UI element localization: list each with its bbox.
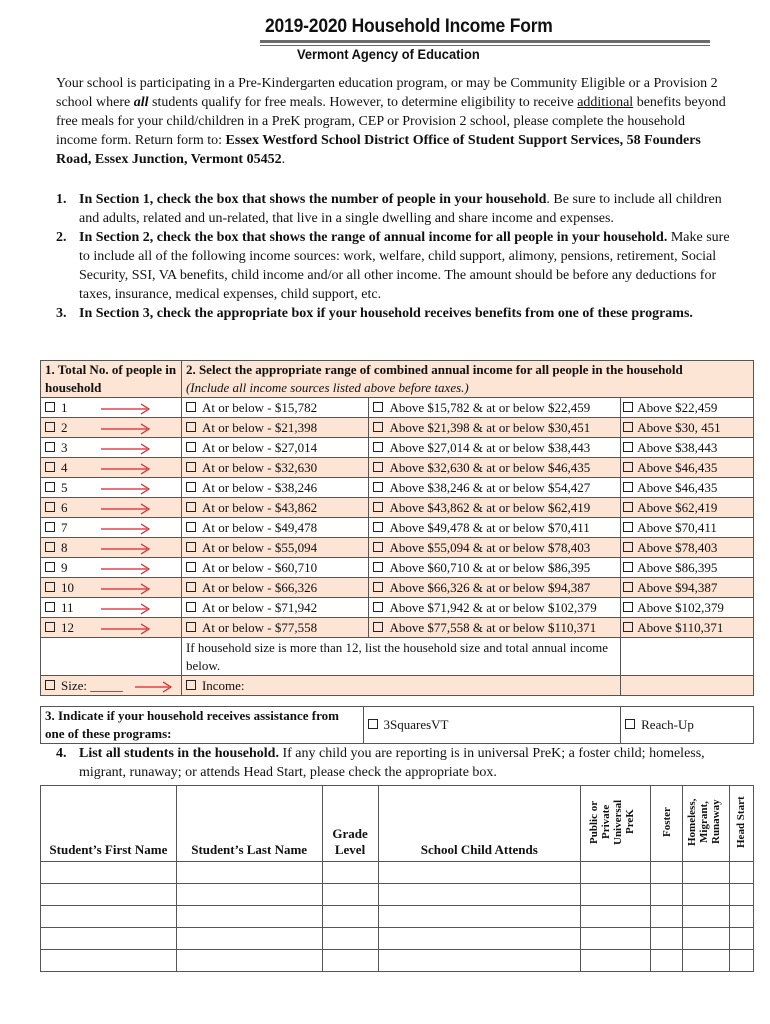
arrow-icon bbox=[101, 442, 151, 456]
income-checkbox[interactable] bbox=[623, 622, 633, 632]
income-range-low: At or below - $77,558 bbox=[201, 620, 318, 635]
income-option-high[interactable] bbox=[621, 478, 754, 498]
household-size-header: 1. Total No. of people in household bbox=[41, 361, 182, 398]
size-value: 4 bbox=[61, 460, 68, 475]
arrow-icon bbox=[101, 402, 151, 416]
income-checkbox[interactable] bbox=[373, 462, 383, 472]
arrow-icon bbox=[101, 582, 151, 596]
homeless-header: Homeless, Migrant, Runaway bbox=[685, 798, 722, 846]
size-value: 7 bbox=[61, 520, 68, 535]
intro-emphasis-all: all bbox=[133, 95, 149, 110]
income-range-high: Above $70,411 bbox=[637, 520, 717, 535]
arrow-icon bbox=[101, 602, 151, 616]
household-size-option[interactable] bbox=[41, 598, 182, 618]
income-option-mid[interactable] bbox=[369, 538, 621, 558]
arrow-icon bbox=[101, 542, 151, 556]
income-row bbox=[41, 558, 754, 578]
student-cell[interactable] bbox=[682, 862, 729, 884]
income-option-mid[interactable] bbox=[369, 438, 621, 458]
student-cell[interactable] bbox=[651, 862, 683, 884]
income-option-mid[interactable] bbox=[369, 418, 621, 438]
size-value: 10 bbox=[61, 580, 74, 595]
household-size-option[interactable] bbox=[41, 618, 182, 638]
income-checkbox[interactable] bbox=[373, 422, 383, 432]
income-option-high[interactable] bbox=[621, 538, 754, 558]
3squaresvt-label: 3SquaresVT bbox=[383, 717, 449, 732]
income-range-high: Above $62,419 bbox=[637, 500, 718, 515]
size-label: Size: _____ bbox=[61, 678, 123, 693]
income-row bbox=[41, 618, 754, 638]
income-checkbox[interactable] bbox=[623, 522, 633, 532]
foster-header: Foster bbox=[660, 807, 673, 837]
student-cell[interactable] bbox=[176, 928, 322, 950]
income-checkbox[interactable] bbox=[623, 562, 633, 572]
instruction-number: 4. bbox=[56, 746, 67, 761]
size-field[interactable] bbox=[41, 676, 182, 696]
assistance-section bbox=[40, 706, 754, 744]
over-12-row bbox=[41, 638, 754, 676]
section-4-instruction bbox=[56, 744, 736, 782]
income-checkbox[interactable] bbox=[623, 462, 633, 472]
student-row bbox=[41, 950, 754, 972]
income-range-low: At or below - $15,782 bbox=[201, 400, 318, 415]
household-size-option[interactable] bbox=[41, 558, 182, 578]
income-range-high: Above $46,435 bbox=[637, 480, 718, 495]
income-checkbox[interactable] bbox=[373, 562, 383, 572]
income-checkbox[interactable] bbox=[186, 442, 196, 452]
income-range-mid: Above $43,862 & at or below $62,419 bbox=[389, 500, 591, 515]
income-checkbox[interactable] bbox=[373, 502, 383, 512]
income-row bbox=[41, 478, 754, 498]
instruction-item-2 bbox=[56, 228, 736, 304]
student-cell[interactable] bbox=[41, 950, 177, 972]
income-range-high: Above $110,371 bbox=[637, 620, 724, 635]
income-checkbox[interactable] bbox=[623, 582, 633, 592]
income-option-low[interactable] bbox=[181, 398, 369, 418]
income-table bbox=[40, 360, 754, 696]
income-option-high[interactable] bbox=[621, 618, 754, 638]
income-option-mid[interactable] bbox=[369, 518, 621, 538]
income-checkbox[interactable] bbox=[186, 542, 196, 552]
income-checkbox[interactable] bbox=[623, 482, 633, 492]
assistance-label: 3. Indicate if your household receives assistance from one of these programs: bbox=[41, 707, 364, 744]
size-checkbox[interactable] bbox=[45, 502, 55, 512]
income-range-high: Above $86,395 bbox=[637, 560, 718, 575]
section-4-bold: List all students in the household. bbox=[79, 746, 279, 761]
income-option-high[interactable] bbox=[621, 418, 754, 438]
over-12-note: If household size is more than 12, list the household size and total annual income below. bbox=[181, 638, 620, 676]
income-option-low[interactable] bbox=[181, 458, 369, 478]
head-start-header: Head Start bbox=[735, 796, 748, 848]
intro-text-1: Your school is participating in a Pre-Kindergarten education program, or may be Community Eligible or a Provision 2 school where bbox=[56, 76, 718, 110]
student-cell[interactable] bbox=[729, 884, 753, 906]
income-option-low[interactable] bbox=[181, 598, 369, 618]
income-range-mid: Above $55,094 & at or below $78,403 bbox=[389, 540, 591, 555]
instruction-text: Make sure to include all of the following income sources: work, welfare, child support, alimony, pensions, retirement, Social Security, SSI, VA benefits, child income and/or all other income. The amount should be before any deductions for taxes, insurance, medical expenses, child support, etc. bbox=[79, 230, 730, 302]
income-range-mid: Above $71,942 & at or below $102,379 bbox=[389, 600, 597, 615]
income-checkbox[interactable] bbox=[186, 622, 196, 632]
income-checkbox[interactable] bbox=[373, 542, 383, 552]
first-name-header: Student’s First Name bbox=[41, 786, 177, 862]
size-checkbox[interactable] bbox=[45, 482, 55, 492]
income-range-high: Above $46,435 bbox=[637, 460, 718, 475]
income-checkbox[interactable] bbox=[186, 422, 196, 432]
over-12-entry-row bbox=[41, 676, 754, 696]
income-range-mid: Above $38,246 & at or below $54,427 bbox=[389, 480, 591, 495]
income-option-low[interactable] bbox=[181, 558, 369, 578]
student-cell[interactable] bbox=[378, 884, 581, 906]
size-value: 11 bbox=[61, 600, 74, 615]
intro-paragraph bbox=[56, 74, 726, 169]
income-option-high[interactable] bbox=[621, 598, 754, 618]
arrow-icon bbox=[101, 422, 151, 436]
income-range-mid: Above $77,558 & at or below $110,371 bbox=[389, 620, 597, 635]
income-range-subtitle: (Include all income sources listed above before taxes.) bbox=[185, 380, 469, 395]
income-range-high: Above $94,387 bbox=[637, 580, 718, 595]
income-checkbox[interactable] bbox=[186, 562, 196, 572]
income-option-high[interactable] bbox=[621, 518, 754, 538]
income-row bbox=[41, 438, 754, 458]
student-cell[interactable] bbox=[651, 928, 683, 950]
household-size-option[interactable] bbox=[41, 538, 182, 558]
income-range-low: At or below - $49,478 bbox=[201, 520, 318, 535]
size-checkbox[interactable] bbox=[45, 462, 55, 472]
student-cell[interactable] bbox=[378, 950, 581, 972]
household-size-option[interactable] bbox=[41, 518, 182, 538]
student-cell[interactable] bbox=[682, 950, 729, 972]
income-checkbox[interactable] bbox=[373, 622, 383, 632]
income-range-title: 2. Select the appropriate range of combined annual income for all people in the household bbox=[185, 362, 683, 377]
income-row bbox=[41, 578, 754, 598]
income-checkbox[interactable] bbox=[373, 582, 383, 592]
income-range-low: At or below - $32,630 bbox=[201, 460, 318, 475]
income-option-low[interactable] bbox=[181, 538, 369, 558]
student-cell[interactable] bbox=[41, 884, 177, 906]
income-option-high[interactable] bbox=[621, 458, 754, 478]
household-size-option[interactable] bbox=[41, 578, 182, 598]
student-cell[interactable] bbox=[41, 928, 177, 950]
student-cell[interactable] bbox=[322, 928, 378, 950]
income-checkbox[interactable] bbox=[186, 482, 196, 492]
income-option-mid[interactable] bbox=[369, 498, 621, 518]
income-option-mid[interactable] bbox=[369, 558, 621, 578]
student-cell[interactable] bbox=[729, 950, 753, 972]
instruction-item-3 bbox=[56, 304, 736, 323]
size-checkbox[interactable] bbox=[45, 542, 55, 552]
instruction-number: 3. bbox=[56, 306, 67, 321]
student-cell[interactable] bbox=[322, 884, 378, 906]
size-checkbox[interactable] bbox=[45, 562, 55, 572]
student-cell[interactable] bbox=[682, 906, 729, 928]
income-range-mid: Above $15,782 & at or below $22,459 bbox=[389, 400, 591, 415]
income-option-high[interactable] bbox=[621, 558, 754, 578]
size-checkbox[interactable] bbox=[45, 622, 55, 632]
size-value: 12 bbox=[61, 620, 74, 635]
student-cell[interactable] bbox=[41, 906, 177, 928]
income-table-header bbox=[41, 361, 754, 398]
size-checkbox[interactable] bbox=[45, 522, 55, 532]
student-cell[interactable] bbox=[651, 906, 683, 928]
student-cell[interactable] bbox=[176, 862, 322, 884]
income-checkbox[interactable] bbox=[186, 602, 196, 612]
instruction-bold: In Section 3, check the appropriate box if your household receives benefits from one of these programs. bbox=[79, 306, 693, 321]
student-cell[interactable] bbox=[581, 906, 651, 928]
student-cell[interactable] bbox=[378, 906, 581, 928]
household-size-option[interactable] bbox=[41, 398, 182, 418]
income-range-low: At or below - $27,014 bbox=[201, 440, 318, 455]
option-reach-up[interactable] bbox=[621, 707, 754, 744]
3squaresvt-checkbox[interactable] bbox=[368, 719, 378, 729]
income-checkbox[interactable] bbox=[623, 542, 633, 552]
household-size-option[interactable] bbox=[41, 478, 182, 498]
household-size-option[interactable] bbox=[41, 458, 182, 478]
instruction-text: . Be sure to include all children and adults, related and un-related, that live in a single dwelling and share income and expenses. bbox=[79, 192, 722, 226]
income-checkbox[interactable] bbox=[186, 582, 196, 592]
instruction-list bbox=[56, 190, 736, 323]
student-cell[interactable] bbox=[729, 906, 753, 928]
student-row bbox=[41, 862, 754, 884]
student-cell[interactable] bbox=[322, 862, 378, 884]
size-value: 3 bbox=[61, 440, 68, 455]
income-checkbox[interactable] bbox=[373, 522, 383, 532]
instruction-item-1 bbox=[56, 190, 736, 228]
size-checkbox[interactable] bbox=[45, 402, 55, 412]
income-option-mid[interactable] bbox=[369, 458, 621, 478]
income-range-high: Above $30, 451 bbox=[637, 420, 721, 435]
student-cell[interactable] bbox=[322, 950, 378, 972]
income-range-high: Above $22,459 bbox=[637, 400, 718, 415]
arrow-icon bbox=[101, 462, 151, 476]
income-option-low[interactable] bbox=[181, 498, 369, 518]
size-checkbox[interactable] bbox=[45, 680, 55, 690]
students-table-header bbox=[41, 786, 754, 862]
student-row bbox=[41, 928, 754, 950]
instruction-bold: In Section 2, check the box that shows the range of annual income for all people in your household. bbox=[79, 230, 668, 245]
arrow-icon bbox=[101, 562, 151, 576]
income-checkbox[interactable] bbox=[186, 402, 196, 412]
income-range-mid: Above $27,014 & at or below $38,443 bbox=[389, 440, 591, 455]
student-cell[interactable] bbox=[682, 884, 729, 906]
student-cell[interactable] bbox=[651, 950, 683, 972]
income-range-header bbox=[181, 361, 753, 398]
student-cell[interactable] bbox=[378, 928, 581, 950]
grade-level-header: Grade Level bbox=[322, 786, 378, 862]
income-range-high: Above $38,443 bbox=[637, 440, 718, 455]
income-row bbox=[41, 418, 754, 438]
income-range-mid: Above $32,630 & at or below $46,435 bbox=[389, 460, 591, 475]
income-option-low[interactable] bbox=[181, 518, 369, 538]
prek-header: Public or Private Universal PreK bbox=[587, 799, 636, 845]
student-cell[interactable] bbox=[176, 884, 322, 906]
last-name-header: Student’s Last Name bbox=[176, 786, 322, 862]
student-cell[interactable] bbox=[581, 950, 651, 972]
reach-up-label: Reach-Up bbox=[641, 717, 694, 732]
income-row bbox=[41, 458, 754, 478]
size-value: 6 bbox=[61, 500, 68, 515]
household-size-option[interactable] bbox=[41, 438, 182, 458]
student-cell[interactable] bbox=[682, 928, 729, 950]
income-range-low: At or below - $71,942 bbox=[201, 600, 318, 615]
income-label: Income: bbox=[201, 678, 245, 693]
income-range-low: At or below - $60,710 bbox=[201, 560, 318, 575]
student-row bbox=[41, 906, 754, 928]
student-cell[interactable] bbox=[176, 906, 322, 928]
income-range-mid: Above $60,710 & at or below $86,395 bbox=[389, 560, 591, 575]
income-checkbox[interactable] bbox=[186, 502, 196, 512]
income-option-high[interactable] bbox=[621, 438, 754, 458]
income-option-mid[interactable] bbox=[369, 618, 621, 638]
income-checkbox[interactable] bbox=[373, 442, 383, 452]
size-checkbox[interactable] bbox=[45, 442, 55, 452]
income-range-low: At or below - $43,862 bbox=[201, 500, 318, 515]
income-option-low[interactable] bbox=[181, 578, 369, 598]
income-row bbox=[41, 398, 754, 418]
student-cell[interactable] bbox=[651, 884, 683, 906]
intro-text-end: . bbox=[281, 152, 286, 167]
arrow-icon bbox=[101, 522, 151, 536]
income-checkbox[interactable] bbox=[623, 442, 633, 452]
arrow-icon bbox=[101, 622, 151, 636]
size-value: 2 bbox=[61, 420, 68, 435]
student-row bbox=[41, 884, 754, 906]
income-row bbox=[41, 598, 754, 618]
instruction-bold: In Section 1, check the box that shows the number of people in your household bbox=[79, 192, 547, 207]
income-checkbox[interactable] bbox=[623, 602, 633, 612]
income-checkbox[interactable] bbox=[623, 502, 633, 512]
income-checkbox[interactable] bbox=[373, 602, 383, 612]
size-checkbox[interactable] bbox=[45, 582, 55, 592]
size-value: 8 bbox=[61, 540, 68, 555]
income-option-mid[interactable] bbox=[369, 398, 621, 418]
income-checkbox[interactable] bbox=[186, 522, 196, 532]
household-size-option[interactable] bbox=[41, 498, 182, 518]
income-option-low[interactable] bbox=[181, 618, 369, 638]
income-checkbox[interactable] bbox=[623, 422, 633, 432]
income-checkbox[interactable] bbox=[373, 402, 383, 412]
size-value: 1 bbox=[61, 400, 68, 415]
intro-text-3: benefits beyond free meals for your child/children in a PreK program, CEP or Provision 2 school, please complete the household income form. Return form to: bbox=[56, 95, 726, 148]
instruction-number: 2. bbox=[56, 230, 67, 245]
income-range-low: At or below - $55,094 bbox=[201, 540, 318, 555]
option-3squaresvt[interactable] bbox=[363, 707, 621, 744]
income-range-mid: Above $21,398 & at or below $30,451 bbox=[389, 420, 591, 435]
agency-name: Vermont Agency of Education bbox=[297, 46, 480, 62]
intro-emphasis-additional: additional bbox=[577, 95, 634, 110]
intro-text-2: students qualify for free meals. However, to determine eligibility to receive bbox=[148, 95, 578, 110]
size-value: 9 bbox=[61, 560, 68, 575]
size-checkbox[interactable] bbox=[45, 422, 55, 432]
income-range-low: At or below - $38,246 bbox=[201, 480, 318, 495]
income-checkbox[interactable] bbox=[373, 482, 383, 492]
student-cell[interactable] bbox=[41, 862, 177, 884]
household-size-option[interactable] bbox=[41, 418, 182, 438]
size-value: 5 bbox=[61, 480, 68, 495]
student-cell[interactable] bbox=[729, 928, 753, 950]
income-range-mid: Above $49,478 & at or below $70,411 bbox=[389, 520, 590, 535]
income-option-high[interactable] bbox=[621, 578, 754, 598]
arrow-icon bbox=[101, 482, 151, 496]
student-cell[interactable] bbox=[378, 862, 581, 884]
arrow-icon bbox=[101, 502, 151, 516]
income-range-high: Above $102,379 bbox=[637, 600, 724, 615]
income-checkbox[interactable] bbox=[623, 402, 633, 412]
income-option-low[interactable] bbox=[181, 478, 369, 498]
income-option-low[interactable] bbox=[181, 438, 369, 458]
income-field[interactable] bbox=[181, 676, 620, 696]
arrow-icon bbox=[135, 680, 173, 694]
school-header: School Child Attends bbox=[378, 786, 581, 862]
student-cell[interactable] bbox=[581, 862, 651, 884]
income-checkbox[interactable] bbox=[186, 462, 196, 472]
income-range-mid: Above $66,326 & at or below $94,387 bbox=[389, 580, 591, 595]
income-option-low[interactable] bbox=[181, 418, 369, 438]
income-checkbox[interactable] bbox=[186, 680, 196, 690]
income-range-low: At or below - $21,398 bbox=[201, 420, 318, 435]
income-option-high[interactable] bbox=[621, 498, 754, 518]
title-rule-thick bbox=[260, 40, 710, 43]
size-checkbox[interactable] bbox=[45, 602, 55, 612]
return-address: Essex Westford School District Office of Student Support Services, 58 Founders Road, Essex Junction, Vermont 05452 bbox=[56, 133, 701, 167]
student-cell[interactable] bbox=[729, 862, 753, 884]
income-row bbox=[41, 498, 754, 518]
instruction-number: 1. bbox=[56, 192, 67, 207]
income-range-high: Above $78,403 bbox=[637, 540, 718, 555]
student-cell[interactable] bbox=[581, 928, 651, 950]
reach-up-checkbox[interactable] bbox=[625, 719, 635, 729]
income-option-mid[interactable] bbox=[369, 578, 621, 598]
students-table bbox=[40, 785, 754, 972]
income-option-mid[interactable] bbox=[369, 598, 621, 618]
income-option-high[interactable] bbox=[621, 398, 754, 418]
student-cell[interactable] bbox=[581, 884, 651, 906]
income-option-mid[interactable] bbox=[369, 478, 621, 498]
income-row bbox=[41, 538, 754, 558]
form-title: 2019-2020 Household Income Form bbox=[265, 16, 553, 37]
student-cell[interactable] bbox=[322, 906, 378, 928]
section-4-text: If any child you are reporting is in universal PreK; a foster child; homeless, migrant, runaway; or attends Head Start, please check the appropriate box. bbox=[79, 746, 705, 780]
income-row bbox=[41, 518, 754, 538]
income-range-low: At or below - $66,326 bbox=[201, 580, 318, 595]
student-cell[interactable] bbox=[176, 950, 322, 972]
